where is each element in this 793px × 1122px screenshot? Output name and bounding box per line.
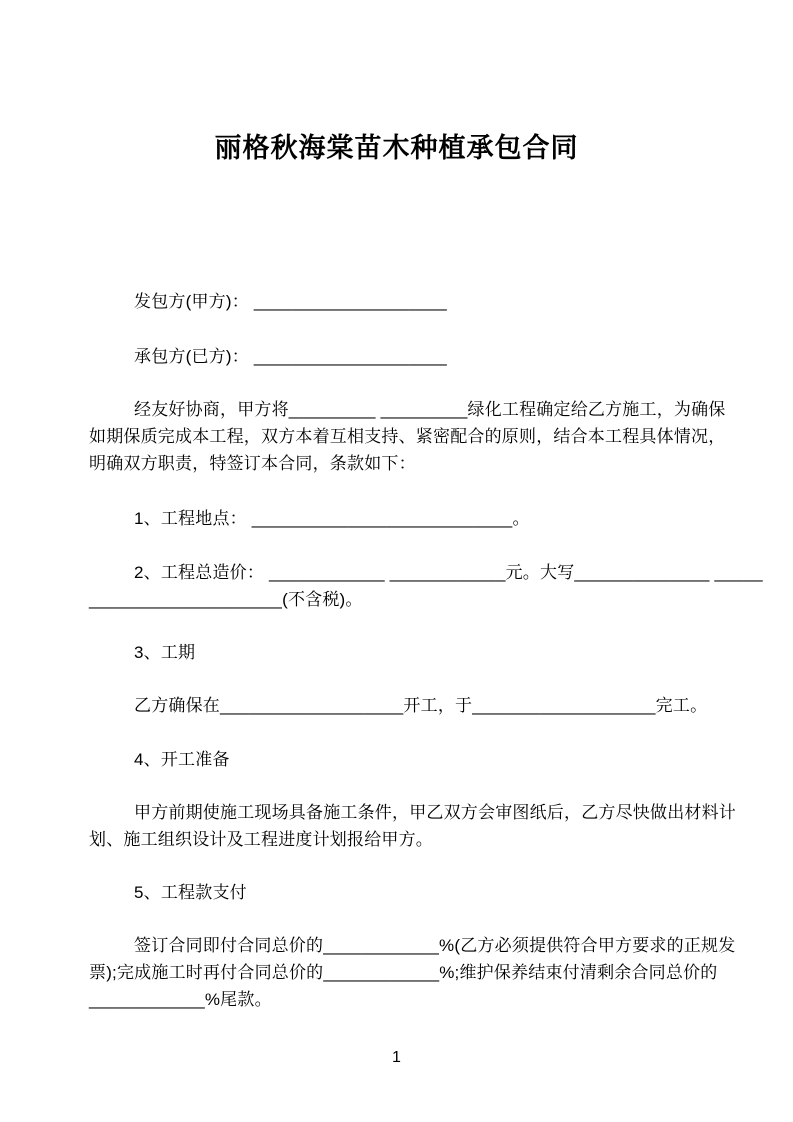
- clause-3-heading: 3、工期: [134, 643, 196, 662]
- page-number: 1: [392, 1049, 401, 1066]
- intro-line-1: 经友好协商，甲方将_________ _________绿化工程确定给乙方施工，为确保: [134, 400, 726, 419]
- clause-5-payment-line-2: 票);完成施工时再付合同总价的____________%;维护保养结束付清剩余合同总价的: [89, 963, 718, 982]
- party-b-line: 承包方(已方)： ____________________: [134, 347, 447, 366]
- clause-5-heading: 5、工程款支付: [134, 883, 247, 902]
- clause-5-payment-line-1: 签订合同即付合同总价的____________%(乙方必须提供符合甲方要求的正规发: [134, 936, 736, 955]
- party-a-line: 发包方(甲方)： ____________________: [134, 292, 447, 311]
- clause-2-total-cost-line-2: ____________________(不含税)。: [89, 590, 363, 609]
- clause-4-heading: 4、开工准备: [134, 750, 230, 769]
- clause-4-body-line-2: 划、施工组织设计及工程进度计划报给甲方。: [89, 830, 433, 849]
- clause-3-schedule-line: 乙方确保在___________________开工，于___________________完工。: [134, 696, 708, 715]
- intro-line-2: 如期保质完成本工程，双方本着互相支持、紧密配合的原则，结合本工程具体情况，: [89, 427, 726, 446]
- clause-1-project-location-line: 1、工程地点： ___________________________。: [134, 509, 530, 528]
- intro-line-3: 明确双方职责，特签订本合同，条款如下：: [89, 454, 416, 473]
- clause-5-payment-line-3: ____________%尾款。: [89, 990, 272, 1009]
- clause-4-body-line-1: 甲方前期使施工现场具备施工条件，甲乙双方会审图纸后，乙方尽快做出材料计: [134, 803, 736, 822]
- clause-2-total-cost-line-1: 2、工程总造价： ____________ ____________元。大写______________ _____: [134, 563, 763, 582]
- document-title: 丽格秋海棠苗木种植承包合同: [214, 133, 579, 163]
